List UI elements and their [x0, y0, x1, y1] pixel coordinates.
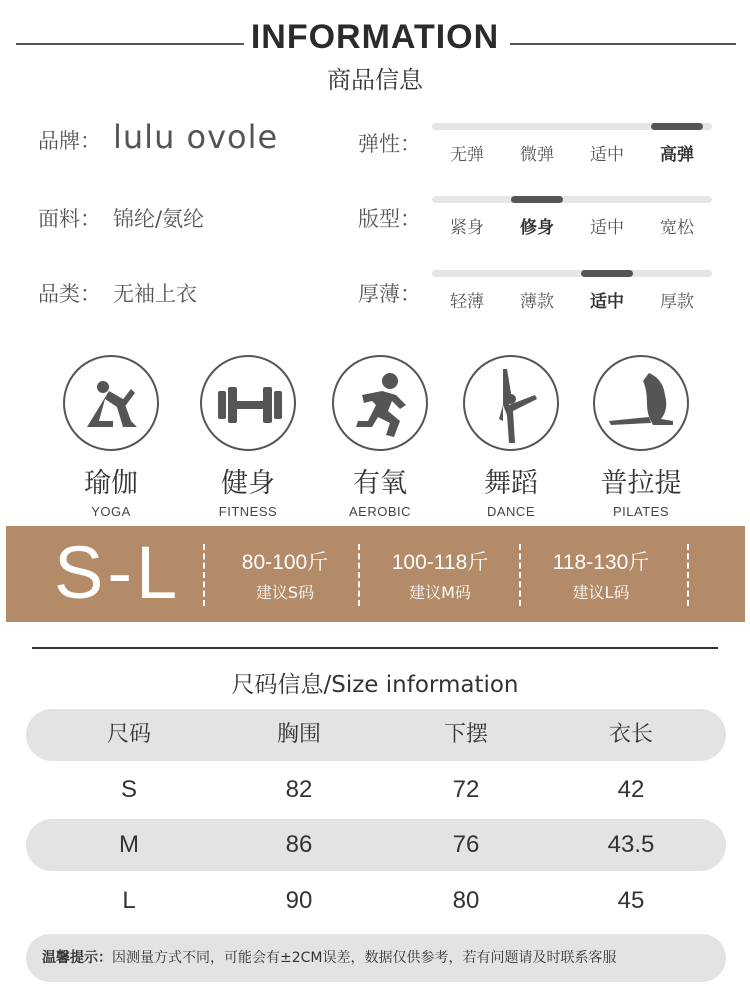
- prop-option: 紧身: [450, 218, 484, 238]
- table-header-cell: 下摆: [443, 722, 488, 747]
- header-subtitle: 商品信息: [327, 66, 423, 94]
- banner-divider: [687, 544, 689, 606]
- info-brand-key: 品牌：: [38, 129, 101, 153]
- yoga-pose-icon: [63, 355, 159, 451]
- table-cell: M: [119, 831, 139, 858]
- pilates-pose-icon: [593, 355, 689, 451]
- table-header-cell: 胸围: [276, 722, 321, 747]
- table-cell: 86: [285, 831, 313, 858]
- info-brand-value: lulu ovole: [113, 118, 279, 156]
- dancer-icon: [463, 355, 559, 451]
- table-row: [26, 819, 726, 871]
- table-cell: 45: [617, 887, 645, 914]
- prop-thickness-scale: [432, 270, 712, 277]
- banner-weight: 118-130斤: [552, 551, 650, 574]
- header-title: INFORMATION: [250, 18, 500, 56]
- banner-segment-s: [205, 546, 365, 603]
- activity-pilates-en: PILATES: [612, 504, 669, 519]
- notice-label: 温馨提示：: [42, 950, 112, 966]
- banner-segment-l: [521, 546, 681, 603]
- banner-weight: 100-118斤: [391, 551, 489, 574]
- info-brand: [38, 118, 278, 156]
- prop-option: 修身: [520, 218, 554, 238]
- prop-thickness-label: 厚薄：: [358, 282, 421, 306]
- prop-option: 适中: [590, 218, 624, 238]
- table-cell: 90: [285, 887, 313, 914]
- activity-aerobic-en: AEROBIC: [348, 504, 411, 519]
- size-table-title: 尺码信息/Size information: [231, 672, 519, 698]
- table-header-cell: 尺码: [106, 722, 151, 747]
- banner-segment-m: [360, 546, 520, 603]
- activity-fitness-zh: 健身: [221, 468, 275, 499]
- notice-text: 因测量方式不同，可能会有±2CM误差，数据仅供参考，若有问题请及时联系客服: [112, 950, 617, 966]
- prop-elasticity-indicator: [651, 123, 703, 130]
- info-category: [38, 278, 197, 308]
- activity-dance-zh: 舞蹈: [484, 468, 538, 499]
- prop-elasticity-label: 弹性：: [358, 132, 421, 156]
- info-fabric-key: 面料：: [38, 207, 101, 231]
- size-banner: [6, 526, 745, 622]
- activity-pilates-zh: 普拉提: [600, 468, 682, 499]
- prop-fit-scale: [432, 196, 712, 203]
- prop-fit-label: 版型：: [358, 207, 421, 231]
- table-row: [26, 764, 726, 816]
- banner-weight: 80-100斤: [241, 551, 329, 574]
- runner-icon: [332, 355, 428, 451]
- table-header-cell: 衣长: [608, 722, 653, 747]
- activity-fitness-en: FITNESS: [218, 504, 278, 519]
- activity-yoga: [46, 355, 176, 519]
- table-cell: 80: [452, 887, 480, 914]
- table-cell: 43.5: [607, 831, 655, 858]
- activity-aerobic-zh: 有氧: [353, 468, 407, 499]
- prop-fit-indicator: [511, 196, 563, 203]
- prop-option: 薄款: [520, 292, 554, 312]
- activity-yoga-zh: 瑜伽: [84, 468, 138, 499]
- prop-option: 厚款: [660, 292, 694, 312]
- prop-elasticity-options: [432, 140, 712, 164]
- prop-option: 无弹: [450, 145, 484, 165]
- info-fabric-value: 锦纶/氨纶: [113, 207, 205, 231]
- table-cell: 82: [285, 776, 313, 803]
- prop-fit-options: [432, 213, 712, 237]
- banner-suggest: 建议M码: [409, 583, 471, 602]
- prop-thickness-indicator: [581, 270, 633, 277]
- size-range: S-L: [54, 531, 182, 614]
- activity-aerobic: [315, 355, 445, 519]
- activity-dance-en: DANCE: [486, 504, 535, 519]
- prop-elasticity-scale: [432, 123, 712, 130]
- table-header-row: [26, 709, 726, 761]
- prop-option: 适中: [590, 292, 624, 312]
- info-category-value: 无袖上衣: [113, 282, 197, 306]
- prop-option: 微弹: [520, 145, 554, 165]
- prop-option: 适中: [590, 145, 624, 165]
- banner-suggest: 建议S码: [255, 583, 315, 602]
- table-row: [26, 875, 726, 927]
- table-cell: 72: [452, 776, 480, 803]
- table-cell: 76: [452, 831, 480, 858]
- info-fabric: [38, 203, 204, 233]
- prop-option: 宽松: [660, 218, 694, 238]
- dumbbell-icon: [200, 355, 296, 451]
- table-cell: 42: [617, 776, 645, 803]
- notice-bar: [26, 934, 726, 982]
- prop-option: 高弹: [660, 145, 694, 165]
- banner-suggest: 建议L码: [572, 583, 630, 602]
- activity-yoga-en: YOGA: [91, 504, 131, 519]
- table-divider: [32, 647, 718, 649]
- activity-pilates: [576, 355, 706, 519]
- info-category-key: 品类：: [38, 282, 101, 306]
- prop-option: 轻薄: [450, 292, 484, 312]
- table-cell: S: [120, 776, 137, 803]
- activity-fitness: [183, 355, 313, 519]
- table-cell: L: [122, 887, 136, 914]
- prop-thickness-options: [432, 287, 712, 311]
- activity-dance: [446, 355, 576, 519]
